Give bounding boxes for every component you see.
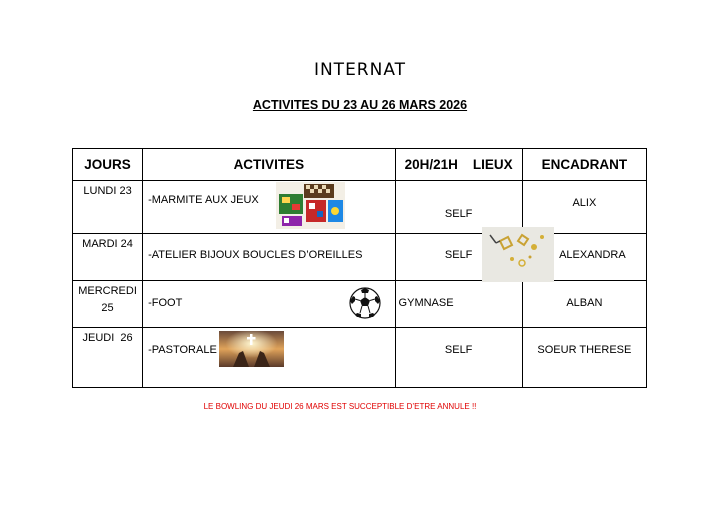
- row-place: SELF: [444, 249, 473, 261]
- row-place: SELF: [444, 344, 473, 356]
- row-supervisor-cell: [522, 328, 646, 388]
- row-activity-cell: [143, 181, 395, 234]
- header-place: 20H/21H LIEUX: [395, 149, 522, 181]
- row-supervisor-cell: [522, 281, 646, 328]
- schedule-table: [72, 148, 647, 388]
- row-supervisor-cell: [522, 234, 646, 281]
- row-day: JEUDI 26: [73, 328, 143, 388]
- row-activity: -PASTORALE: [148, 344, 217, 356]
- row-activity-cell: [143, 281, 395, 328]
- row-activity-cell: [143, 234, 395, 281]
- table-header-row: [73, 149, 647, 181]
- row-place-cell: [395, 234, 522, 281]
- page-title: INTERNAT: [313, 60, 407, 80]
- table-row: [73, 328, 647, 388]
- header-supervisor: ENCADRANT: [522, 149, 646, 181]
- table-row: [73, 281, 647, 328]
- row-supervisor-cell: [522, 181, 646, 234]
- row-place: GYMNASE: [398, 297, 454, 309]
- row-supervisor: ALBAN: [566, 297, 603, 309]
- row-day: MARDI 24: [73, 234, 143, 281]
- table-row: [73, 234, 647, 281]
- row-activity: -MARMITE AUX JEUX: [148, 194, 259, 206]
- row-place-cell: [395, 328, 522, 388]
- cancellation-notice: LE BOWLING DU JEUDI 26 MARS EST SUCCEPTIBLE D’ETRE ANNULE !!: [203, 402, 477, 411]
- row-activity: -FOOT: [148, 297, 183, 309]
- row-activity: -ATELIER BIJOUX BOUCLES D’OREILLES: [148, 249, 363, 261]
- table-row: [73, 181, 647, 234]
- row-place-cell: [395, 181, 522, 234]
- row-supervisor: SOEUR THERESE: [537, 344, 632, 356]
- row-supervisor: ALIX: [572, 197, 597, 209]
- row-day: MERCREDI 25: [73, 281, 143, 328]
- header-activities: ACTIVITES: [143, 149, 395, 181]
- page-subtitle: ACTIVITES DU 23 AU 26 MARS 2026: [252, 98, 468, 112]
- header-days: JOURS: [73, 149, 143, 181]
- soccer-ball-icon: [349, 287, 381, 319]
- row-supervisor: ALEXANDRA: [559, 249, 626, 261]
- praying-hands-image: [219, 331, 284, 367]
- row-activity-cell: [143, 328, 395, 388]
- board-games-image: [276, 182, 345, 229]
- row-place-cell: [395, 281, 522, 328]
- row-place: SELF: [444, 208, 473, 220]
- row-day: LUNDI 23: [73, 181, 143, 234]
